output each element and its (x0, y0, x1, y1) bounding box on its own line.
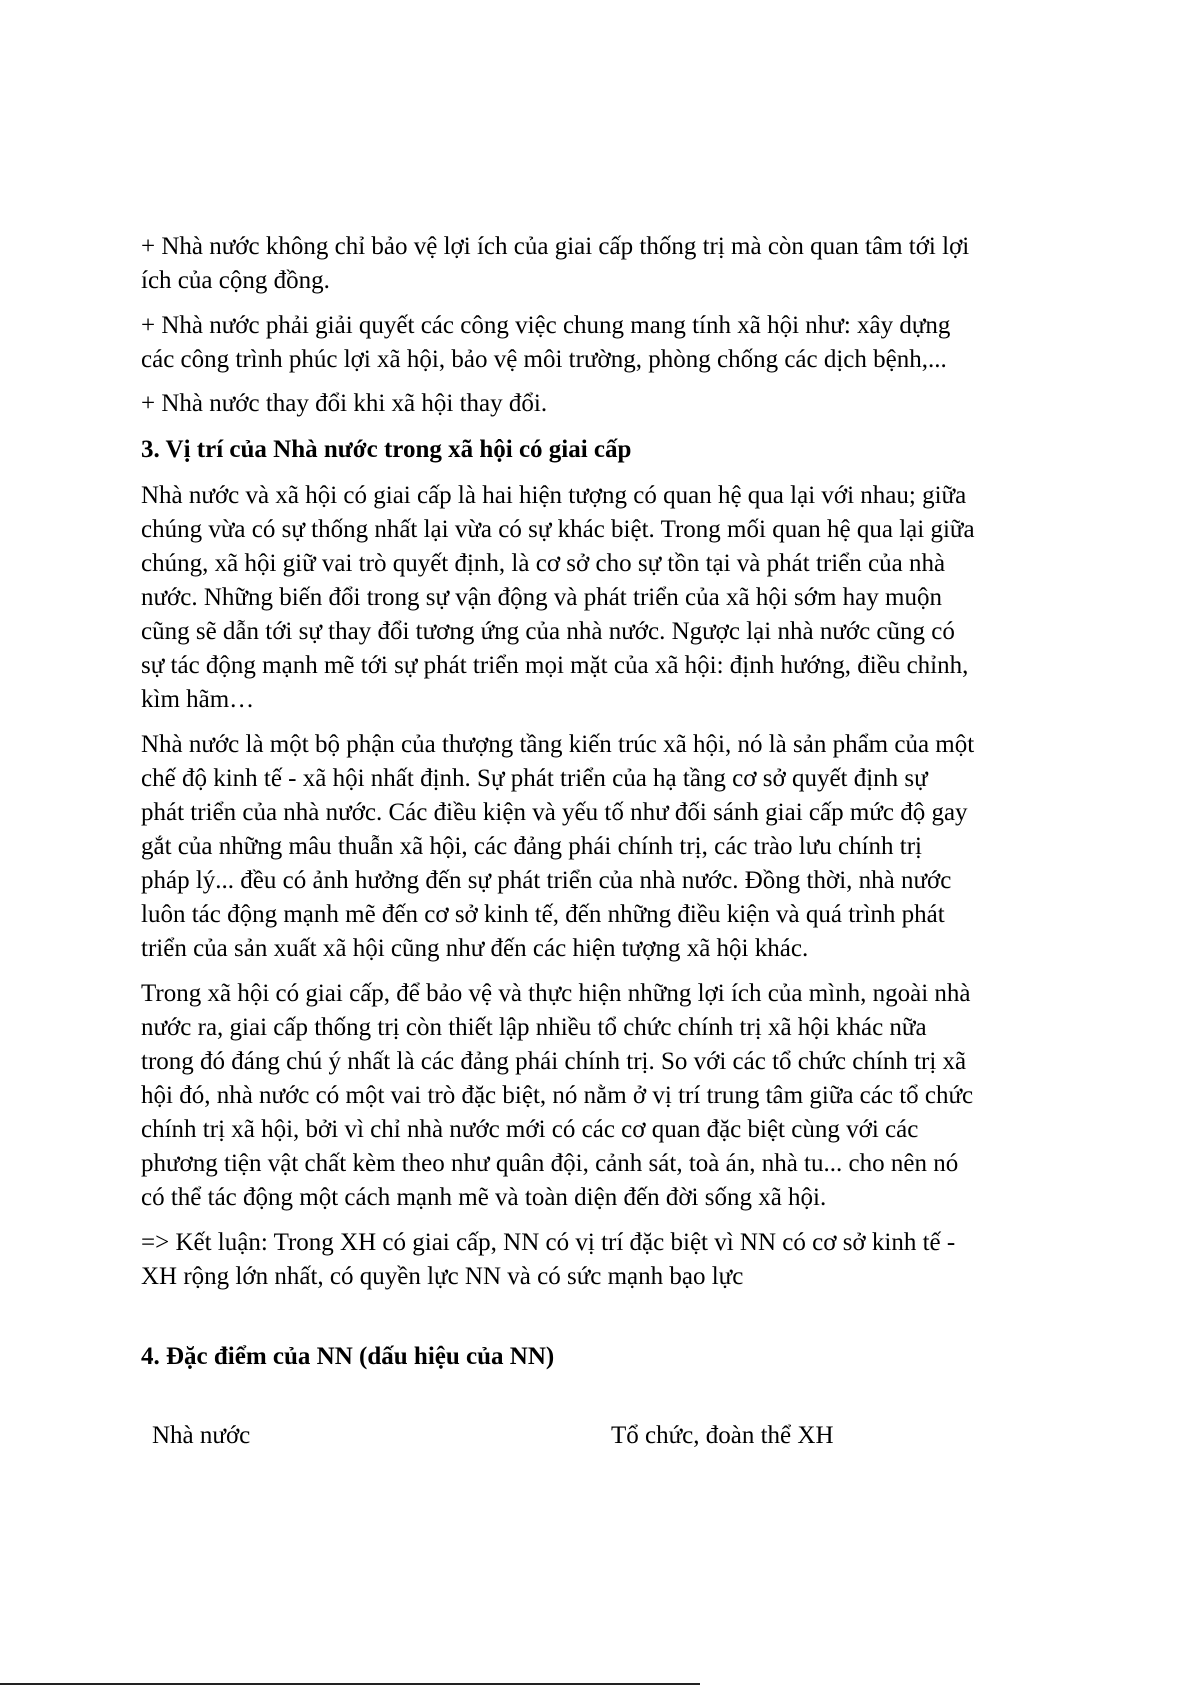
section-3-paragraph-1: Nhà nước và xã hội có giai cấp là hai hiện tượng có quan hệ qua lại với nhau; giữa chúng vừa có sự thống nhất lại vừa có sự khác biệt. Trong mối quan hệ qua lại giữa chúng, xã hội giữ vai trò quyết định, là cơ sở cho sự tồn tại và phát triển của nhà nước. Những biến đổi trong sự vận động và phát triển của xã hội sớm hay muộn cũng sẽ dẫn tới sự thay đổi tương ứng của nhà nước. Ngược lại nhà nước cũng có sự tác động mạnh mẽ tới sự phát triển mọi mặt của xã hội: định hướng, điều chỉnh, kìm hãm… (141, 482, 975, 713)
section-4-heading: 4. Đặc điểm của NN (dấu hiệu của NN) (141, 1343, 555, 1370)
paragraph-community-interest: + Nhà nước không chỉ bảo vệ lợi ích của giai cấp thống trị mà còn quan tâm tới lợi ích của cộng đồng. (141, 233, 970, 294)
section-3-paragraph-2: Nhà nước là một bộ phận của thượng tầng kiến trúc xã hội, nó là sản phẩm của một chế độ kinh tế - xã hội nhất định. Sự phát triển của hạ tầng cơ sở quyết định sự phát triển của nhà nước. Các điều kiện và yếu tố như đối sánh giai cấp mức độ gay gắt của những mâu thuẫn xã hội, các đảng phái chính trị, các trào lưu chính trị pháp lý... đều có ảnh hưởng đến sự phát triển của nhà nước. Đồng thời, nhà nước luôn tác động mạnh mẽ đến cơ sở kinh tế, đến những điều kiện và quá trình phát triển của sản xuất xã hội cũng như đến các hiện tượng xã hội khác. (141, 731, 975, 962)
comparison-table-header (141, 1419, 1061, 1455)
column-social-organization: Tổ chức, đoàn thể XH (611, 1422, 834, 1449)
section-3-conclusion: => Kết luận: Trong XH có giai cấp, NN có vị trí đặc biệt vì NN có cơ sở kinh tế - XH rộng lớn nhất, có quyền lực NN và có sức mạnh bạo lực (141, 1229, 956, 1290)
column-state: Nhà nước (152, 1422, 251, 1449)
paragraph-state-changes: + Nhà nước thay đổi khi xã hội thay đổi. (141, 390, 548, 417)
section-3-heading: 3. Vị trí của Nhà nước trong xã hội có giai cấp (141, 436, 632, 463)
document-page (141, 230, 1061, 1455)
paragraph-social-tasks: + Nhà nước phải giải quyết các công việc chung mang tính xã hội như: xây dựng các công trình phúc lợi xã hội, bảo vệ môi trường, phòng chống các dịch bệnh,... (141, 312, 951, 373)
section-3-paragraph-3: Trong xã hội có giai cấp, để bảo vệ và thực hiện những lợi ích của mình, ngoài nhà nước ra, giai cấp thống trị còn thiết lập nhiều tổ chức chính trị xã hội khác nữa trong đó đáng chú ý nhất là các đảng phái chính trị. So với các tổ chức chính trị xã hội đó, nhà nước có một vai trò đặc biệt, nó nằm ở vị trí trung tâm giữa các tổ chức chính trị xã hội, bởi vì chỉ nhà nước mới có các cơ quan đặc biệt cùng với các phương tiện vật chất kèm theo như quân đội, cảnh sát, toà án, nhà tu... cho nên nó có thể tác động một cách mạnh mẽ và toàn diện đến đời sống xã hội. (141, 980, 974, 1211)
